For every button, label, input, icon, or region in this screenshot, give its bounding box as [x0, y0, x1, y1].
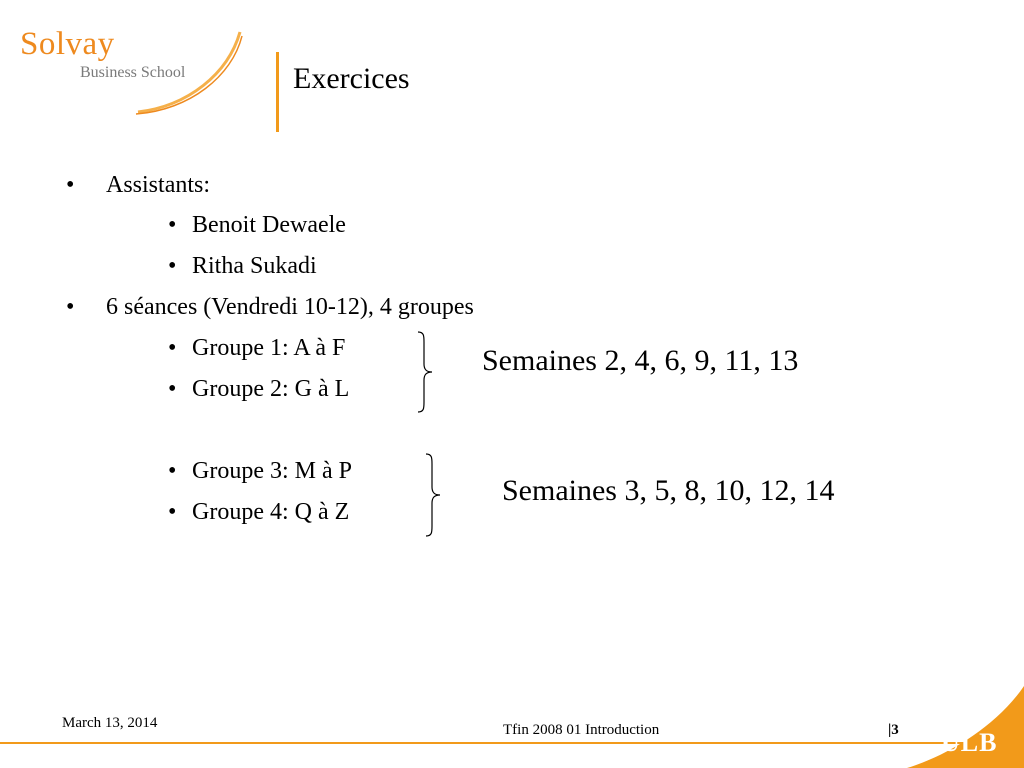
group-label: Groupe 2: G à L — [192, 376, 350, 402]
brace-icon — [420, 452, 444, 538]
group-label: Groupe 4: Q à Z — [192, 499, 350, 525]
bullet-dot-icon: • — [168, 376, 177, 402]
bullet-text: Assistants: — [106, 172, 211, 198]
assistant-name: Ritha Sukadi — [192, 253, 317, 279]
bullet-dot-icon: • — [168, 458, 177, 484]
bullet-dot-icon: • — [168, 253, 177, 279]
bullet-dot-icon: • — [168, 499, 177, 525]
footer-rule — [0, 742, 1024, 744]
bullet-dot-icon: • — [66, 294, 75, 320]
footer-title: Tfin 2008 01 Introduction — [503, 722, 660, 738]
logo-wordmark: Solvay — [20, 26, 115, 62]
solvay-logo — [18, 24, 248, 124]
semaines-label: Semaines 2, 4, 6, 9, 11, 13 — [482, 344, 799, 377]
footer-date: March 13, 2014 — [62, 715, 158, 731]
page-number: |3 — [888, 722, 899, 738]
assistant-name: Benoit Dewaele — [192, 212, 346, 238]
ulb-wordmark: ULB — [941, 728, 998, 757]
slide-title: Exercices — [293, 62, 410, 95]
bullet-dot-icon: • — [168, 212, 177, 238]
group-label: Groupe 3: M à P — [192, 458, 352, 484]
brace-icon — [412, 330, 436, 414]
group-label: Groupe 1: A à F — [192, 335, 346, 361]
semaines-label: Semaines 3, 5, 8, 10, 12, 14 — [502, 474, 835, 507]
logo-subtitle: Business School — [80, 64, 186, 81]
bullet-dot-icon: • — [66, 172, 75, 198]
bullet-dot-icon: • — [168, 335, 177, 361]
title-divider — [276, 52, 279, 132]
bullet-text: 6 séances (Vendredi 10-12), 4 groupes — [106, 294, 474, 320]
ulb-logo — [907, 686, 1024, 768]
